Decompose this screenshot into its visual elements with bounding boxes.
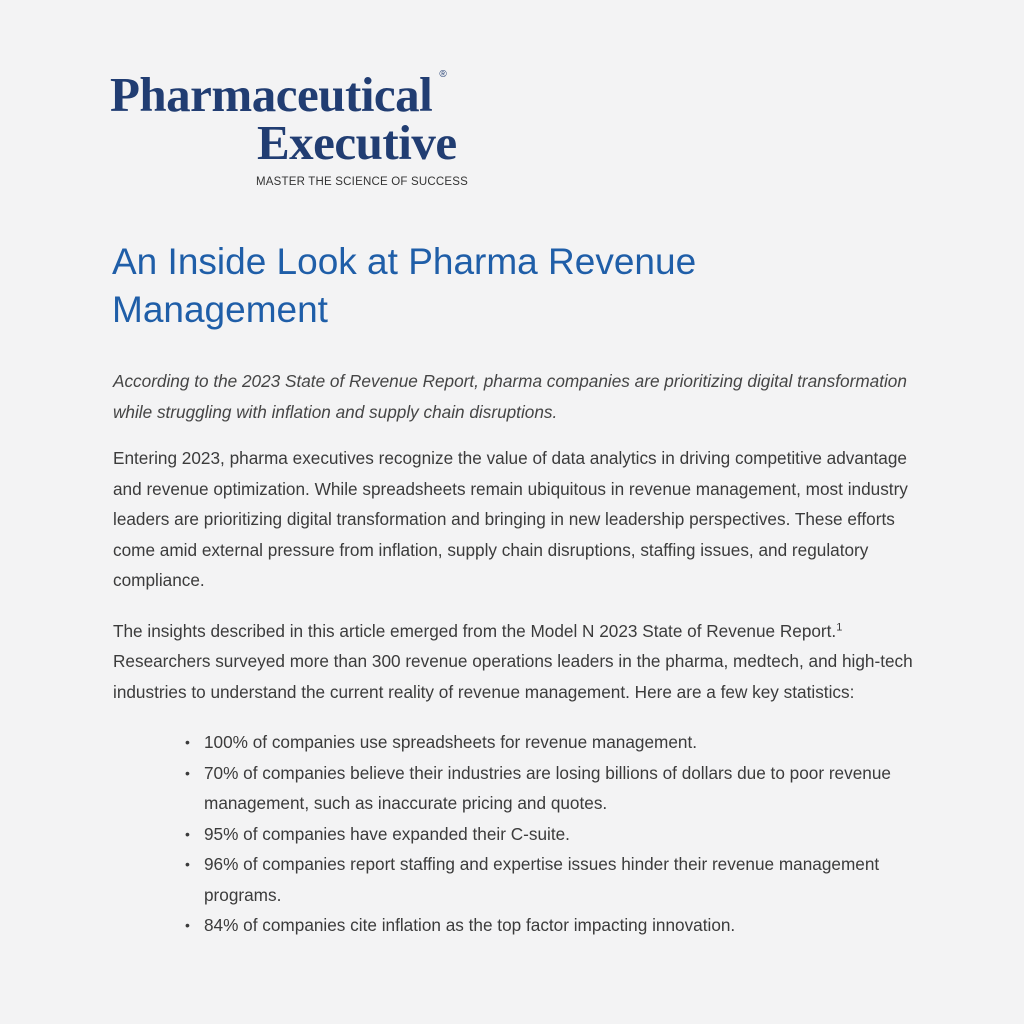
list-item-text: 100% of companies use spreadsheets for revenue management. bbox=[204, 732, 698, 752]
publication-logo[interactable] bbox=[110, 67, 500, 188]
bullet-icon: • bbox=[185, 764, 190, 781]
bullet-icon: • bbox=[185, 734, 190, 750]
logo-tagline: MASTER THE SCIENCE OF SUCCESS bbox=[256, 176, 468, 188]
logo-wordmark-line1 bbox=[110, 67, 447, 122]
bullet-icon: • bbox=[185, 917, 190, 933]
list-item bbox=[185, 819, 905, 850]
article-title: An Inside Look at Pharma Revenue Management bbox=[112, 241, 697, 330]
article-body bbox=[113, 366, 913, 941]
registered-trademark-icon: ® bbox=[439, 69, 447, 80]
list-item bbox=[185, 849, 905, 910]
list-item bbox=[185, 727, 905, 758]
list-item-text: 84% of companies cite inflation as the top factor impacting innovation. bbox=[204, 915, 736, 935]
bullet-icon: • bbox=[185, 825, 190, 842]
logo-wordmark-line2: Executive bbox=[257, 115, 457, 170]
logo-line1-text: Pharmaceutical bbox=[110, 67, 433, 122]
footnote-reference-link[interactable]: 1 bbox=[836, 620, 843, 633]
list-item-text: 96% of companies report staffing and expertise issues hinder their revenue management programs. bbox=[204, 854, 880, 905]
article-paragraph-1: Entering 2023, pharma executives recognize the value of data analytics in driving competitive advantage and revenue optimization. While spreadsheets remain ubiquitous in revenue management, most industry leaders are prioritizing digital transformation and bringing in new leadership perspectives. These efforts come amid external pressure from inflation, supply chain disruptions, staffing issues, and regulatory compliance. bbox=[113, 448, 908, 590]
article-lede: According to the 2023 State of Revenue Report, pharma companies are prioritizing digital transformation while struggling with inflation and supply chain disruptions. bbox=[113, 371, 907, 422]
bullet-icon: • bbox=[185, 856, 190, 872]
list-item bbox=[185, 910, 905, 941]
list-item-text: 95% of companies have expanded their C-suite. bbox=[204, 823, 570, 844]
key-statistics-list bbox=[185, 727, 905, 941]
paragraph-2-text-start: The insights described in this article emerged from the Model N 2023 State of Revenue Report. bbox=[113, 620, 837, 641]
article-paragraph-2 bbox=[113, 616, 913, 708]
list-item bbox=[185, 758, 905, 819]
paragraph-2-text-end: Researchers surveyed more than 300 revenue operations leaders in the pharma, medtech, and high-tech industries to understand the current reality of revenue management. Here are a few key statistics: bbox=[113, 651, 913, 702]
list-item-text: 70% of companies believe their industries are losing billions of dollars due to poor revenue management, such as inaccurate pricing and quotes. bbox=[204, 762, 891, 813]
